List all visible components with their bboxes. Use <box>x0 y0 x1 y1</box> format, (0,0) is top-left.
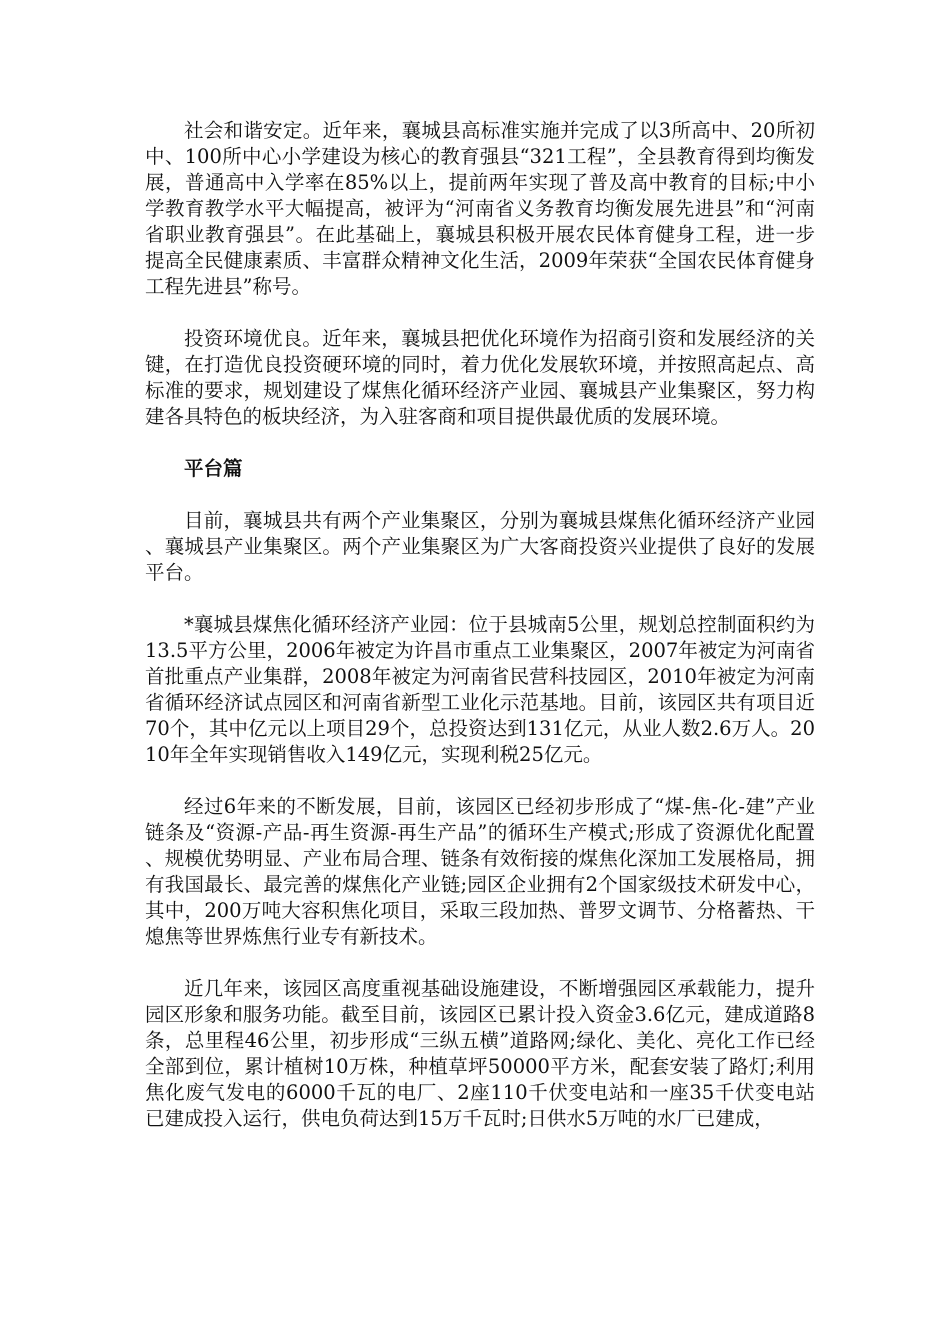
paragraph-industrial-clusters: 目前，襄城县共有两个产业集聚区，分别为襄城县煤焦化循环经济产业园、襄城县产业集聚区。两个产业集聚区为广大客商投资兴业提供了良好的发展平台。 <box>145 509 815 584</box>
document-body <box>145 118 815 1158</box>
paragraph-coal-coking-park: *襄城县煤焦化循环经济产业园：位于县城南5公里，规划总控制面积约为13.5平方公里，2006年被定为许昌市重点工业集聚区，2007年被定为河南省首批重点产业集群，2008年被定为河南省民营科技园区，2010年被定为河南省循环经济试点园区和河南省新型工业化示范基地。目前，该园区共有项目近70个，其中亿元以上项目29个，总投资达到131亿元，从业人数2.6万人。2010年全年实现销售收入149亿元，实现利税25亿元。 <box>145 613 815 766</box>
section-heading: 平台篇 <box>184 457 243 480</box>
paragraph-social-harmony: 社会和谐安定。近年来，襄城县高标准实施并完成了以3所高中、20所初中、100所中心小学建设为核心的教育强县“321工程”，全县教育得到均衡发展，普通高中入学率在85%以上，提前两年实现了普及高中教育的目标;中小学教育教学水平大幅提高，被评为“河南省义务教育均衡发展先进县”和“河南省职业教育强县”。在此基础上，襄城县积极开展农民体育健身工程，进一步提高全民健康素质、丰富群众精神文化生活，2009年荣获“全国农民体育健身工程先进县”称号。 <box>145 119 815 298</box>
paragraph-industry-chain: 经过6年来的不断发展，目前，该园区已经初步形成了“煤-焦-化-建”产业链条及“资源-产品-再生资源-再生产品”的循环生产模式;形成了资源优化配置、规模优势明显、产业布局合理、链条有效衔接的煤焦化深加工发展格局，拥有我国最长、最完善的煤焦化产业链;园区企业拥有2个国家级技术研发中心，其中，200万吨大容积焦化项目，采取三段加热、普罗文调节、分格蓄热、干熄焦等世界炼焦行业专有新技术。 <box>145 795 815 948</box>
paragraph-infrastructure: 近几年来，该园区高度重视基础设施建设，不断增强园区承载能力，提升园区形象和服务功能。截至目前，该园区已累计投入资金3.6亿元，建成道路8条，总里程46公里，初步形成“三纵五横”道路网;绿化、美化、亮化工作已经全部到位，累计植树10万株，种植草坪50000平方米，配套安装了路灯;利用焦化废气发电的6000千瓦的电厂、2座110千伏变电站和一座35千伏变电站已建成投入运行，供电负荷达到15万千瓦时;日供水5万吨的水厂已建成， <box>145 977 815 1130</box>
paragraph-investment-environment: 投资环境优良。近年来，襄城县把优化环境作为招商引资和发展经济的关键，在打造优良投资硬环境的同时，着力优化发展软环境，并按照高起点、高标准的要求，规划建设了煤焦化循环经济产业园、襄城县产业集聚区，努力构建各具特色的板块经济，为入驻客商和项目提供最优质的发展环境。 <box>145 327 815 428</box>
